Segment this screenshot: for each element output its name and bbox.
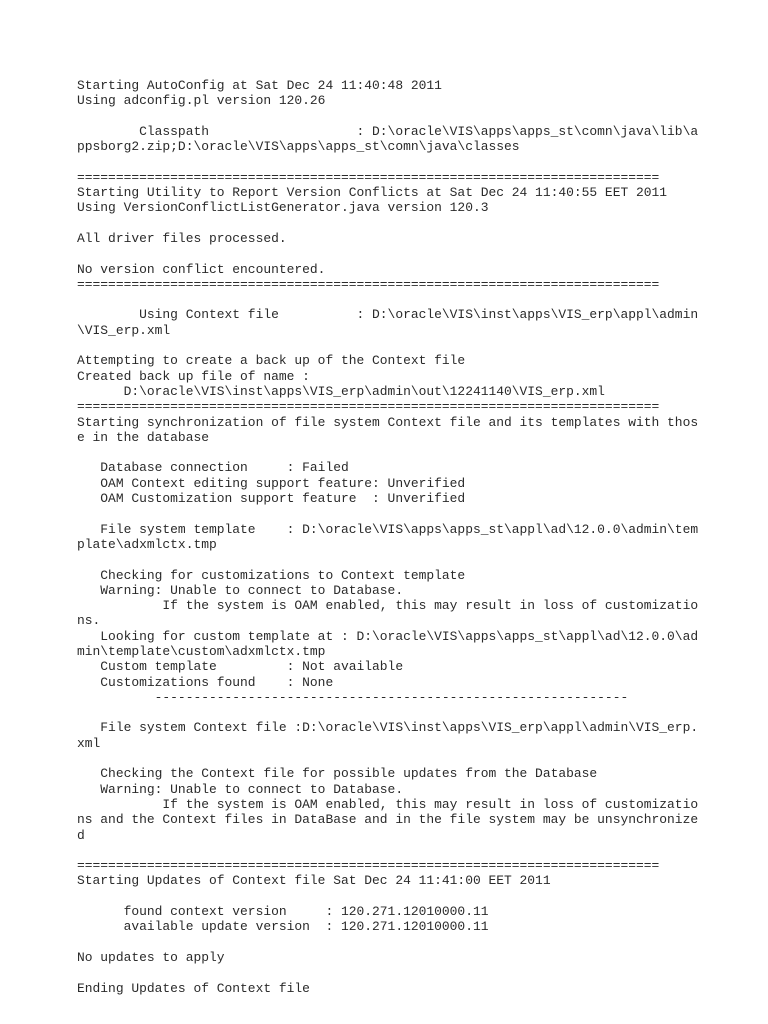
log-line: Customizations found : None xyxy=(77,674,334,690)
log-line: Using Context file : D:\oracle\VIS\inst\apps\VIS_erp\appl\admin xyxy=(77,307,699,323)
log-line: Custom template : Not available xyxy=(77,659,404,675)
log-line: min\template\custom\adxmlctx.tmp xyxy=(77,643,326,659)
log-line: Looking for custom template at : D:\oracle\VIS\apps\apps_st\appl\ad\12.0.0\ad xyxy=(77,628,699,644)
log-line: No version conflict encountered. xyxy=(77,261,326,277)
log-line xyxy=(77,751,698,766)
log-line xyxy=(77,445,698,460)
log-line xyxy=(77,246,698,261)
log-line: =========================================================================== xyxy=(77,399,660,415)
log-line: \VIS_erp.xml xyxy=(77,322,171,338)
log-line: If the system is OAM enabled, this may result in loss of customizatio xyxy=(77,598,699,614)
log-line xyxy=(77,506,698,521)
log-line: plate\adxmlctx.tmp xyxy=(77,536,217,552)
log-line: Created back up file of name : xyxy=(77,368,310,384)
log-line: OAM Context editing support feature: Unverified xyxy=(77,475,466,491)
log-line: Starting Updates of Context file Sat Dec 24 11:41:00 EET 2011 xyxy=(77,873,551,889)
log-line: File system Context file :D:\oracle\VIS\inst\apps\VIS_erp\appl\admin\VIS_erp. xyxy=(77,720,699,736)
log-line xyxy=(77,935,698,950)
log-line: available update version : 120.271.12010000.11 xyxy=(77,919,489,935)
log-line: Checking the Context file for possible updates from the Database xyxy=(77,766,598,782)
log-line: Using adconfig.pl version 120.26 xyxy=(77,93,326,109)
log-line: Database connection : Failed xyxy=(77,460,349,476)
log-line: xml xyxy=(77,735,101,751)
log-line xyxy=(77,338,698,353)
log-line: Starting Utility to Report Version Conflicts at Sat Dec 24 11:40:55 EET 2011 xyxy=(77,185,668,201)
log-line: =========================================================================== xyxy=(77,169,660,185)
log-line: No updates to apply xyxy=(77,949,225,965)
log-line: Attempting to create a back up of the Context file xyxy=(77,353,466,369)
log-line: If the system is OAM enabled, this may result in loss of customizatio xyxy=(77,796,699,812)
log-line xyxy=(77,216,698,231)
log-line: d xyxy=(77,827,85,843)
log-line: D:\oracle\VIS\inst\apps\VIS_erp\admin\out\12241140\VIS_erp.xml xyxy=(77,383,605,399)
log-line: Using VersionConflictListGenerator.java version 120.3 xyxy=(77,200,489,216)
log-line: e in the database xyxy=(77,429,209,445)
log-line: found context version : 120.271.12010000.11 xyxy=(77,904,489,920)
log-line xyxy=(77,154,698,169)
log-line: ns. xyxy=(77,613,101,629)
log-line xyxy=(77,843,698,858)
log-line xyxy=(77,965,698,980)
log-line: File system template : D:\oracle\VIS\apps\apps_st\appl\ad\12.0.0\admin\tem xyxy=(77,521,699,537)
log-line: Checking for customizations to Context template xyxy=(77,567,466,583)
log-line: ppsborg2.zip;D:\oracle\VIS\apps\apps_st\comn\java\classes xyxy=(77,139,520,155)
log-line xyxy=(77,552,698,567)
log-line xyxy=(77,889,698,904)
log-line: All driver files processed. xyxy=(77,230,287,246)
log-line xyxy=(77,109,698,124)
log-line xyxy=(77,705,698,720)
log-line: ------------------------------------------------------------- xyxy=(77,689,629,705)
log-line: Classpath : D:\oracle\VIS\apps\apps_st\comn\java\lib\a xyxy=(77,123,699,139)
log-line xyxy=(77,292,698,307)
log-line: Ending Updates of Context file xyxy=(77,980,310,996)
log-line: Starting synchronization of file system Context file and its templates with thos xyxy=(77,414,699,430)
autoconfig-log-text xyxy=(77,78,698,996)
log-line: Starting AutoConfig at Sat Dec 24 11:40:48 2011 xyxy=(77,78,442,93)
log-line: Warning: Unable to connect to Database. xyxy=(77,781,404,797)
log-line: =========================================================================== xyxy=(77,276,660,292)
log-line: =========================================================================== xyxy=(77,858,660,874)
log-line: OAM Customization support feature : Unverified xyxy=(77,491,466,507)
log-line: Warning: Unable to connect to Database. xyxy=(77,582,404,598)
log-line: ns and the Context files in DataBase and in the file system may be unsynchronize xyxy=(77,812,699,828)
